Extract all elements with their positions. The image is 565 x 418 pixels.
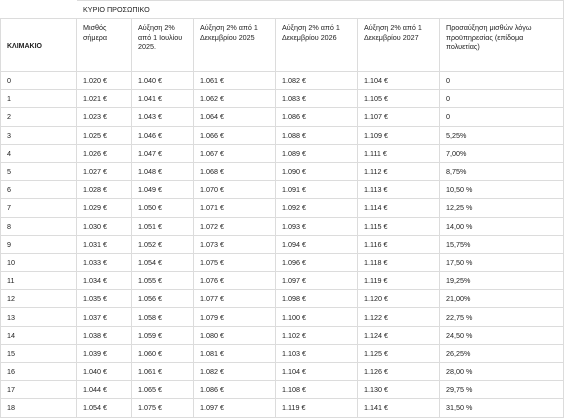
value-cell: 1.125 €	[358, 344, 440, 362]
value-cell: 1.037 €	[77, 308, 132, 326]
value-cell: 1.126 €	[358, 363, 440, 381]
value-cell: 1.075 €	[132, 399, 194, 417]
value-cell: 1.105 €	[358, 90, 440, 108]
value-cell: 26,25%	[440, 344, 564, 362]
value-cell: 1.040 €	[132, 72, 194, 90]
value-cell: 1.061 €	[132, 363, 194, 381]
step-cell: 18	[1, 399, 77, 417]
value-cell: 1.097 €	[194, 399, 276, 417]
table-row	[1, 381, 564, 399]
value-cell: 1.062 €	[194, 90, 276, 108]
step-cell: 14	[1, 326, 77, 344]
value-cell: 1.027 €	[77, 162, 132, 180]
value-cell: 1.026 €	[77, 144, 132, 162]
step-cell: 4	[1, 144, 77, 162]
column-header: Αύξηση 2% από 1 Δεκεμβρίου 2026	[276, 19, 358, 72]
value-cell: 1.141 €	[358, 399, 440, 417]
value-cell: 1.104 €	[276, 363, 358, 381]
value-cell: 1.130 €	[358, 381, 440, 399]
step-cell: 10	[1, 253, 77, 271]
value-cell: 1.120 €	[358, 290, 440, 308]
value-cell: 1.103 €	[276, 344, 358, 362]
value-cell: 1.048 €	[132, 162, 194, 180]
value-cell: 1.122 €	[358, 308, 440, 326]
step-cell: 9	[1, 235, 77, 253]
value-cell: 1.107 €	[358, 108, 440, 126]
value-cell: 1.091 €	[276, 181, 358, 199]
step-cell: 13	[1, 308, 77, 326]
table-row	[1, 272, 564, 290]
value-cell: 1.096 €	[276, 253, 358, 271]
step-cell: 5	[1, 162, 77, 180]
value-cell: 1.055 €	[132, 272, 194, 290]
value-cell: 0	[440, 108, 564, 126]
step-column-header: ΚΛΙΜΑΚΙΟ	[1, 19, 77, 72]
table-row	[1, 126, 564, 144]
value-cell: 1.072 €	[194, 217, 276, 235]
value-cell: 1.113 €	[358, 181, 440, 199]
value-cell: 1.116 €	[358, 235, 440, 253]
step-cell: 1	[1, 90, 77, 108]
value-cell: 1.079 €	[194, 308, 276, 326]
table-body	[1, 72, 564, 418]
value-cell: 14,00 %	[440, 217, 564, 235]
value-cell: 1.086 €	[194, 381, 276, 399]
table-row	[1, 90, 564, 108]
value-cell: 1.077 €	[194, 290, 276, 308]
value-cell: 1.033 €	[77, 253, 132, 271]
value-cell: 1.098 €	[276, 290, 358, 308]
group-header: ΚΥΡΙΟ ΠΡΟΣΩΠΙΚΟ	[77, 1, 564, 19]
value-cell: 1.082 €	[276, 72, 358, 90]
value-cell: 1.059 €	[132, 326, 194, 344]
value-cell: 1.025 €	[77, 126, 132, 144]
value-cell: 1.109 €	[358, 126, 440, 144]
value-cell: 21,00%	[440, 290, 564, 308]
value-cell: 1.089 €	[276, 144, 358, 162]
table-row	[1, 253, 564, 271]
table-row	[1, 326, 564, 344]
value-cell: 1.086 €	[276, 108, 358, 126]
value-cell: 1.068 €	[194, 162, 276, 180]
value-cell: 1.020 €	[77, 72, 132, 90]
value-cell: 1.094 €	[276, 235, 358, 253]
value-cell: 1.047 €	[132, 144, 194, 162]
step-cell: 11	[1, 272, 77, 290]
value-cell: 1.034 €	[77, 272, 132, 290]
step-cell: 8	[1, 217, 77, 235]
value-cell: 1.102 €	[276, 326, 358, 344]
value-cell: 1.040 €	[77, 363, 132, 381]
value-cell: 1.043 €	[132, 108, 194, 126]
group-header-row	[1, 1, 564, 19]
value-cell: 1.088 €	[276, 126, 358, 144]
value-cell: 31,50 %	[440, 399, 564, 417]
value-cell: 1.119 €	[358, 272, 440, 290]
table-row	[1, 235, 564, 253]
step-cell: 7	[1, 199, 77, 217]
value-cell: 1.108 €	[276, 381, 358, 399]
value-cell: 1.080 €	[194, 326, 276, 344]
value-cell: 17,50 %	[440, 253, 564, 271]
value-cell: 1.115 €	[358, 217, 440, 235]
value-cell: 1.124 €	[358, 326, 440, 344]
value-cell: 1.054 €	[132, 253, 194, 271]
step-cell: 16	[1, 363, 77, 381]
value-cell: 1.083 €	[276, 90, 358, 108]
value-cell: 19,25%	[440, 272, 564, 290]
value-cell: 1.028 €	[77, 181, 132, 199]
value-cell: 1.111 €	[358, 144, 440, 162]
column-header-row	[1, 19, 564, 72]
column-header: Προσαύξηση μισθών λόγω προϋπηρεσίας (επίδομα πολυετίας)	[440, 19, 564, 72]
step-cell: 17	[1, 381, 77, 399]
value-cell: 1.021 €	[77, 90, 132, 108]
value-cell: 24,50 %	[440, 326, 564, 344]
table-row	[1, 162, 564, 180]
table-row	[1, 72, 564, 90]
value-cell: 1.075 €	[194, 253, 276, 271]
step-cell: 15	[1, 344, 77, 362]
value-cell: 1.038 €	[77, 326, 132, 344]
step-cell: 0	[1, 72, 77, 90]
value-cell: 1.058 €	[132, 308, 194, 326]
value-cell: 1.070 €	[194, 181, 276, 199]
table-row	[1, 199, 564, 217]
value-cell: 1.076 €	[194, 272, 276, 290]
value-cell: 1.112 €	[358, 162, 440, 180]
column-header: Μισθός σήμερα	[77, 19, 132, 72]
value-cell: 1.031 €	[77, 235, 132, 253]
step-cell: 2	[1, 108, 77, 126]
value-cell: 5,25%	[440, 126, 564, 144]
value-cell: 1.090 €	[276, 162, 358, 180]
table-row	[1, 181, 564, 199]
value-cell: 22,75 %	[440, 308, 564, 326]
step-cell: 3	[1, 126, 77, 144]
value-cell: 1.092 €	[276, 199, 358, 217]
value-cell: 1.030 €	[77, 217, 132, 235]
value-cell: 1.071 €	[194, 199, 276, 217]
value-cell: 1.041 €	[132, 90, 194, 108]
value-cell: 1.082 €	[194, 363, 276, 381]
value-cell: 1.039 €	[77, 344, 132, 362]
column-header: Αύξηση 2% από 1 Ιουλίου 2025.	[132, 19, 194, 72]
value-cell: 1.066 €	[194, 126, 276, 144]
value-cell: 1.051 €	[132, 217, 194, 235]
table-row	[1, 363, 564, 381]
table-row	[1, 108, 564, 126]
value-cell: 8,75%	[440, 162, 564, 180]
value-cell: 1.046 €	[132, 126, 194, 144]
table-row	[1, 344, 564, 362]
table-row	[1, 144, 564, 162]
value-cell: 0	[440, 72, 564, 90]
value-cell: 1.119 €	[276, 399, 358, 417]
value-cell: 1.056 €	[132, 290, 194, 308]
value-cell: 1.114 €	[358, 199, 440, 217]
value-cell: 28,00 %	[440, 363, 564, 381]
value-cell: 1.044 €	[77, 381, 132, 399]
value-cell: 15,75%	[440, 235, 564, 253]
table-row	[1, 290, 564, 308]
value-cell: 10,50 %	[440, 181, 564, 199]
value-cell: 1.064 €	[194, 108, 276, 126]
column-header: Αύξηση 2% από 1 Δεκεμβρίου 2027	[358, 19, 440, 72]
blank-corner-cell	[1, 1, 77, 19]
table-row	[1, 217, 564, 235]
value-cell: 1.060 €	[132, 344, 194, 362]
step-cell: 12	[1, 290, 77, 308]
value-cell: 1.067 €	[194, 144, 276, 162]
table-row	[1, 399, 564, 417]
table-row	[1, 308, 564, 326]
value-cell: 1.065 €	[132, 381, 194, 399]
value-cell: 1.100 €	[276, 308, 358, 326]
value-cell: 1.052 €	[132, 235, 194, 253]
value-cell: 7,00%	[440, 144, 564, 162]
value-cell: 1.050 €	[132, 199, 194, 217]
value-cell: 1.061 €	[194, 72, 276, 90]
value-cell: 0	[440, 90, 564, 108]
value-cell: 1.081 €	[194, 344, 276, 362]
value-cell: 1.097 €	[276, 272, 358, 290]
value-cell: 1.104 €	[358, 72, 440, 90]
value-cell: 1.035 €	[77, 290, 132, 308]
value-cell: 1.073 €	[194, 235, 276, 253]
value-cell: 1.023 €	[77, 108, 132, 126]
column-header: Αύξηση 2% από 1 Δεκεμβρίου 2025	[194, 19, 276, 72]
value-cell: 1.093 €	[276, 217, 358, 235]
value-cell: 1.118 €	[358, 253, 440, 271]
step-cell: 6	[1, 181, 77, 199]
value-cell: 1.029 €	[77, 199, 132, 217]
value-cell: 29,75 %	[440, 381, 564, 399]
value-cell: 1.049 €	[132, 181, 194, 199]
value-cell: 1.054 €	[77, 399, 132, 417]
value-cell: 12,25 %	[440, 199, 564, 217]
